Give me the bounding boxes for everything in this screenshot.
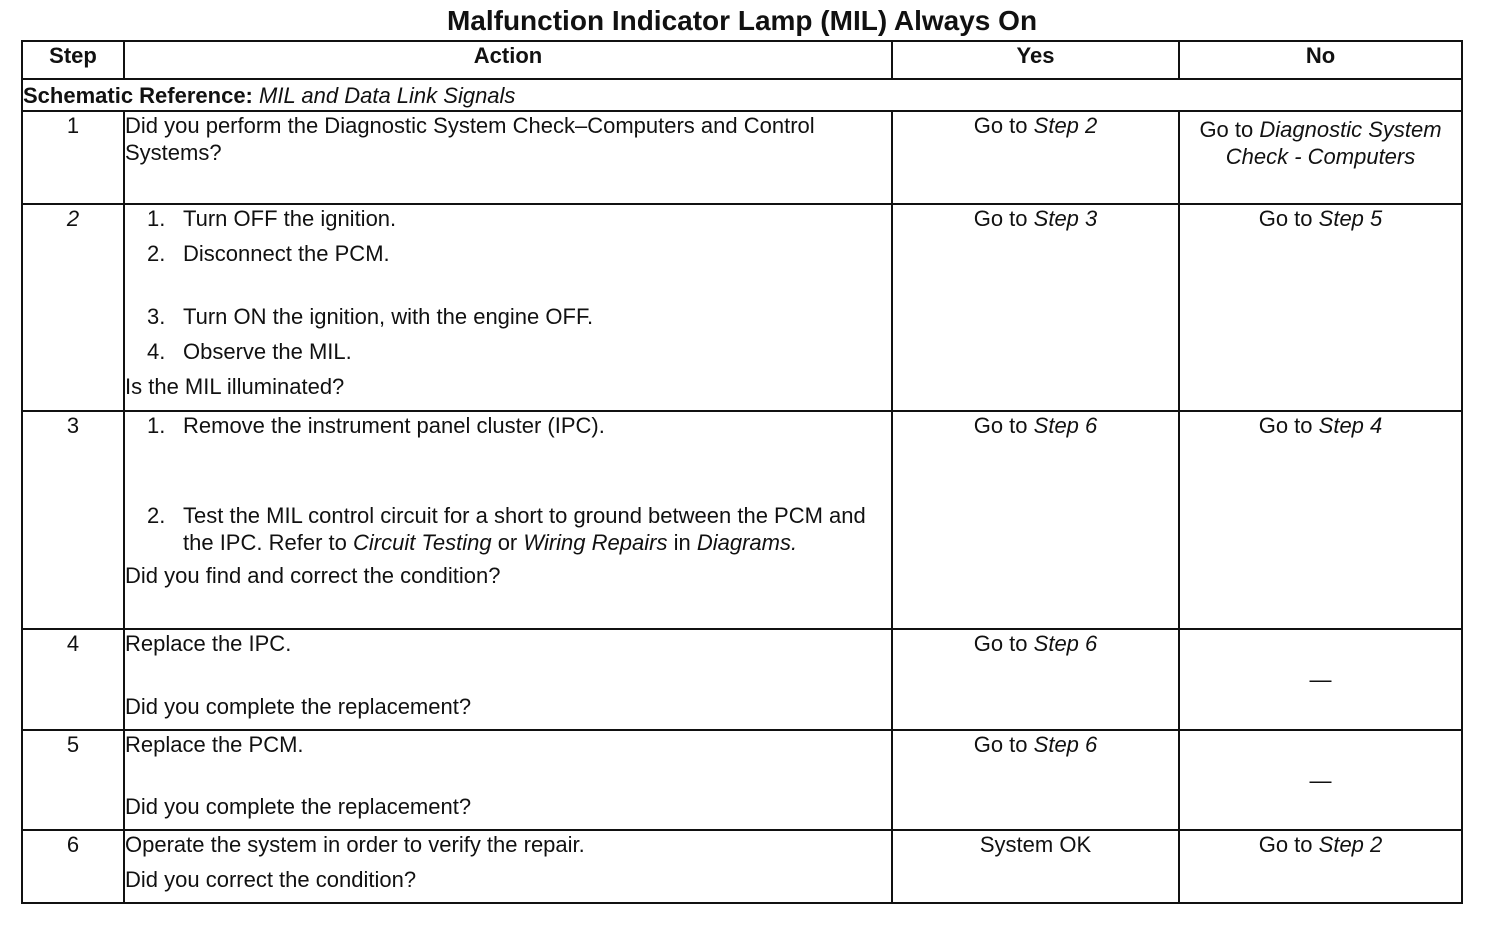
yes-prefix: Go to — [973, 732, 1028, 757]
action-cell — [124, 111, 892, 204]
action-cell — [124, 204, 892, 411]
no-cell: — — [1179, 730, 1462, 830]
no-cell — [1179, 204, 1462, 411]
list-item: 2. Disconnect the PCM. — [125, 240, 891, 267]
no-link[interactable]: Step 2 — [1318, 832, 1383, 857]
diagnostic-table — [21, 40, 1463, 904]
list-item: 3. Turn ON the ignition, with the engine OFF. — [125, 303, 891, 330]
list-item-text: Remove the instrument panel cluster (IPC). — [183, 413, 605, 438]
action-text: Did you perform the Diagnostic System Check–Computers and Control Systems? — [125, 113, 815, 165]
header-no: No — [1179, 41, 1462, 79]
no-link[interactable]: Diagnostic System Check - Computers — [1225, 117, 1442, 169]
step-number-text: 2 — [66, 206, 80, 231]
no-cell: — — [1179, 629, 1462, 730]
list-item-text-a: Test the MIL control circuit for a short to ground between the PCM and the IPC. Refer to — [183, 503, 866, 555]
step-number: 5 — [22, 730, 124, 830]
no-link[interactable]: Step 5 — [1318, 206, 1383, 231]
table-row — [22, 411, 1462, 629]
question-text: Did you correct the condition? — [125, 867, 417, 892]
action-cell — [124, 730, 892, 830]
list-item-text-or: or — [497, 530, 518, 555]
no-link[interactable]: Step 4 — [1318, 413, 1383, 438]
header-yes: Yes — [892, 41, 1179, 79]
action-cell — [124, 629, 892, 730]
header-step: Step — [22, 41, 124, 79]
list-item-text — [183, 502, 891, 556]
action-text: Operate the system in order to verify the repair. — [125, 832, 585, 857]
yes-link[interactable]: Step 6 — [1033, 732, 1098, 757]
action-text: Replace the IPC. — [125, 631, 292, 656]
schematic-reference-link[interactable]: MIL and Data Link Signals — [259, 82, 516, 108]
yes-link[interactable]: Step 6 — [1033, 631, 1098, 656]
page-title: Malfunction Indicator Lamp (MIL) Always On — [446, 5, 1038, 36]
yes-cell — [892, 730, 1179, 830]
list-item-text: Observe the MIL. — [183, 339, 352, 364]
header-action: Action — [124, 41, 892, 79]
step-number: 4 — [22, 629, 124, 730]
table-row — [22, 629, 1462, 730]
no-prefix: Go to — [1258, 832, 1313, 857]
list-item: 4. Observe the MIL. — [125, 338, 891, 365]
question-text: Did you complete the replacement? — [125, 694, 472, 719]
list-item-text: Disconnect the PCM. — [183, 241, 390, 266]
action-cell — [124, 411, 892, 629]
yes-prefix: Go to — [973, 113, 1028, 138]
no-cell — [1179, 830, 1462, 903]
no-prefix: Go to — [1258, 413, 1313, 438]
list-item-text: Turn ON the ignition, with the engine OFF. — [183, 304, 594, 329]
no-cell — [1179, 111, 1462, 204]
yes-cell: System OK — [892, 830, 1179, 903]
table-row — [22, 730, 1462, 830]
table-row — [22, 830, 1462, 903]
step-number: 1 — [22, 111, 124, 204]
action-cell — [124, 830, 892, 903]
yes-link[interactable]: Step 2 — [1033, 113, 1098, 138]
step-number — [22, 204, 124, 411]
question-text: Is the MIL illuminated? — [125, 374, 345, 399]
yes-cell — [892, 411, 1179, 629]
table-row — [22, 204, 1462, 411]
circuit-testing-link[interactable]: Circuit Testing — [352, 530, 492, 555]
list-item-text: Turn OFF the ignition. — [183, 206, 397, 231]
yes-cell — [892, 204, 1179, 411]
yes-prefix: Go to — [973, 206, 1028, 231]
no-prefix: Go to — [1258, 206, 1313, 231]
diagrams-link[interactable]: Diagrams. — [696, 530, 798, 555]
step-number: 6 — [22, 830, 124, 903]
yes-link[interactable]: Step 3 — [1033, 206, 1098, 231]
question-text: Did you find and correct the condition? — [125, 563, 501, 588]
schematic-reference-label: Schematic Reference: — [23, 82, 253, 108]
no-cell — [1179, 411, 1462, 629]
list-item: 1. Remove the instrument panel cluster (IPC). — [125, 412, 891, 439]
yes-prefix: Go to — [973, 631, 1028, 656]
list-item-text-in: in — [673, 530, 691, 555]
question-text: Did you complete the replacement? — [125, 794, 472, 819]
yes-link[interactable]: Step 6 — [1033, 413, 1098, 438]
list-item: 1. Turn OFF the ignition. — [125, 205, 891, 232]
schematic-reference-row — [22, 79, 1462, 111]
yes-cell — [892, 629, 1179, 730]
header-row — [22, 41, 1462, 79]
wiring-repairs-link[interactable]: Wiring Repairs — [523, 530, 668, 555]
schematic-reference — [22, 79, 1462, 111]
no-prefix: Go to — [1199, 117, 1254, 142]
step-number: 3 — [22, 411, 124, 629]
table-row — [22, 111, 1462, 204]
yes-prefix: Go to — [973, 413, 1028, 438]
list-item: 2. Test the MIL control circuit for a short to ground between the PCM and the IPC. Refer to Circuit Testing or Wiring Repairs in Diagrams. — [125, 502, 891, 556]
yes-cell — [892, 111, 1179, 204]
action-text: Replace the PCM. — [125, 732, 304, 757]
